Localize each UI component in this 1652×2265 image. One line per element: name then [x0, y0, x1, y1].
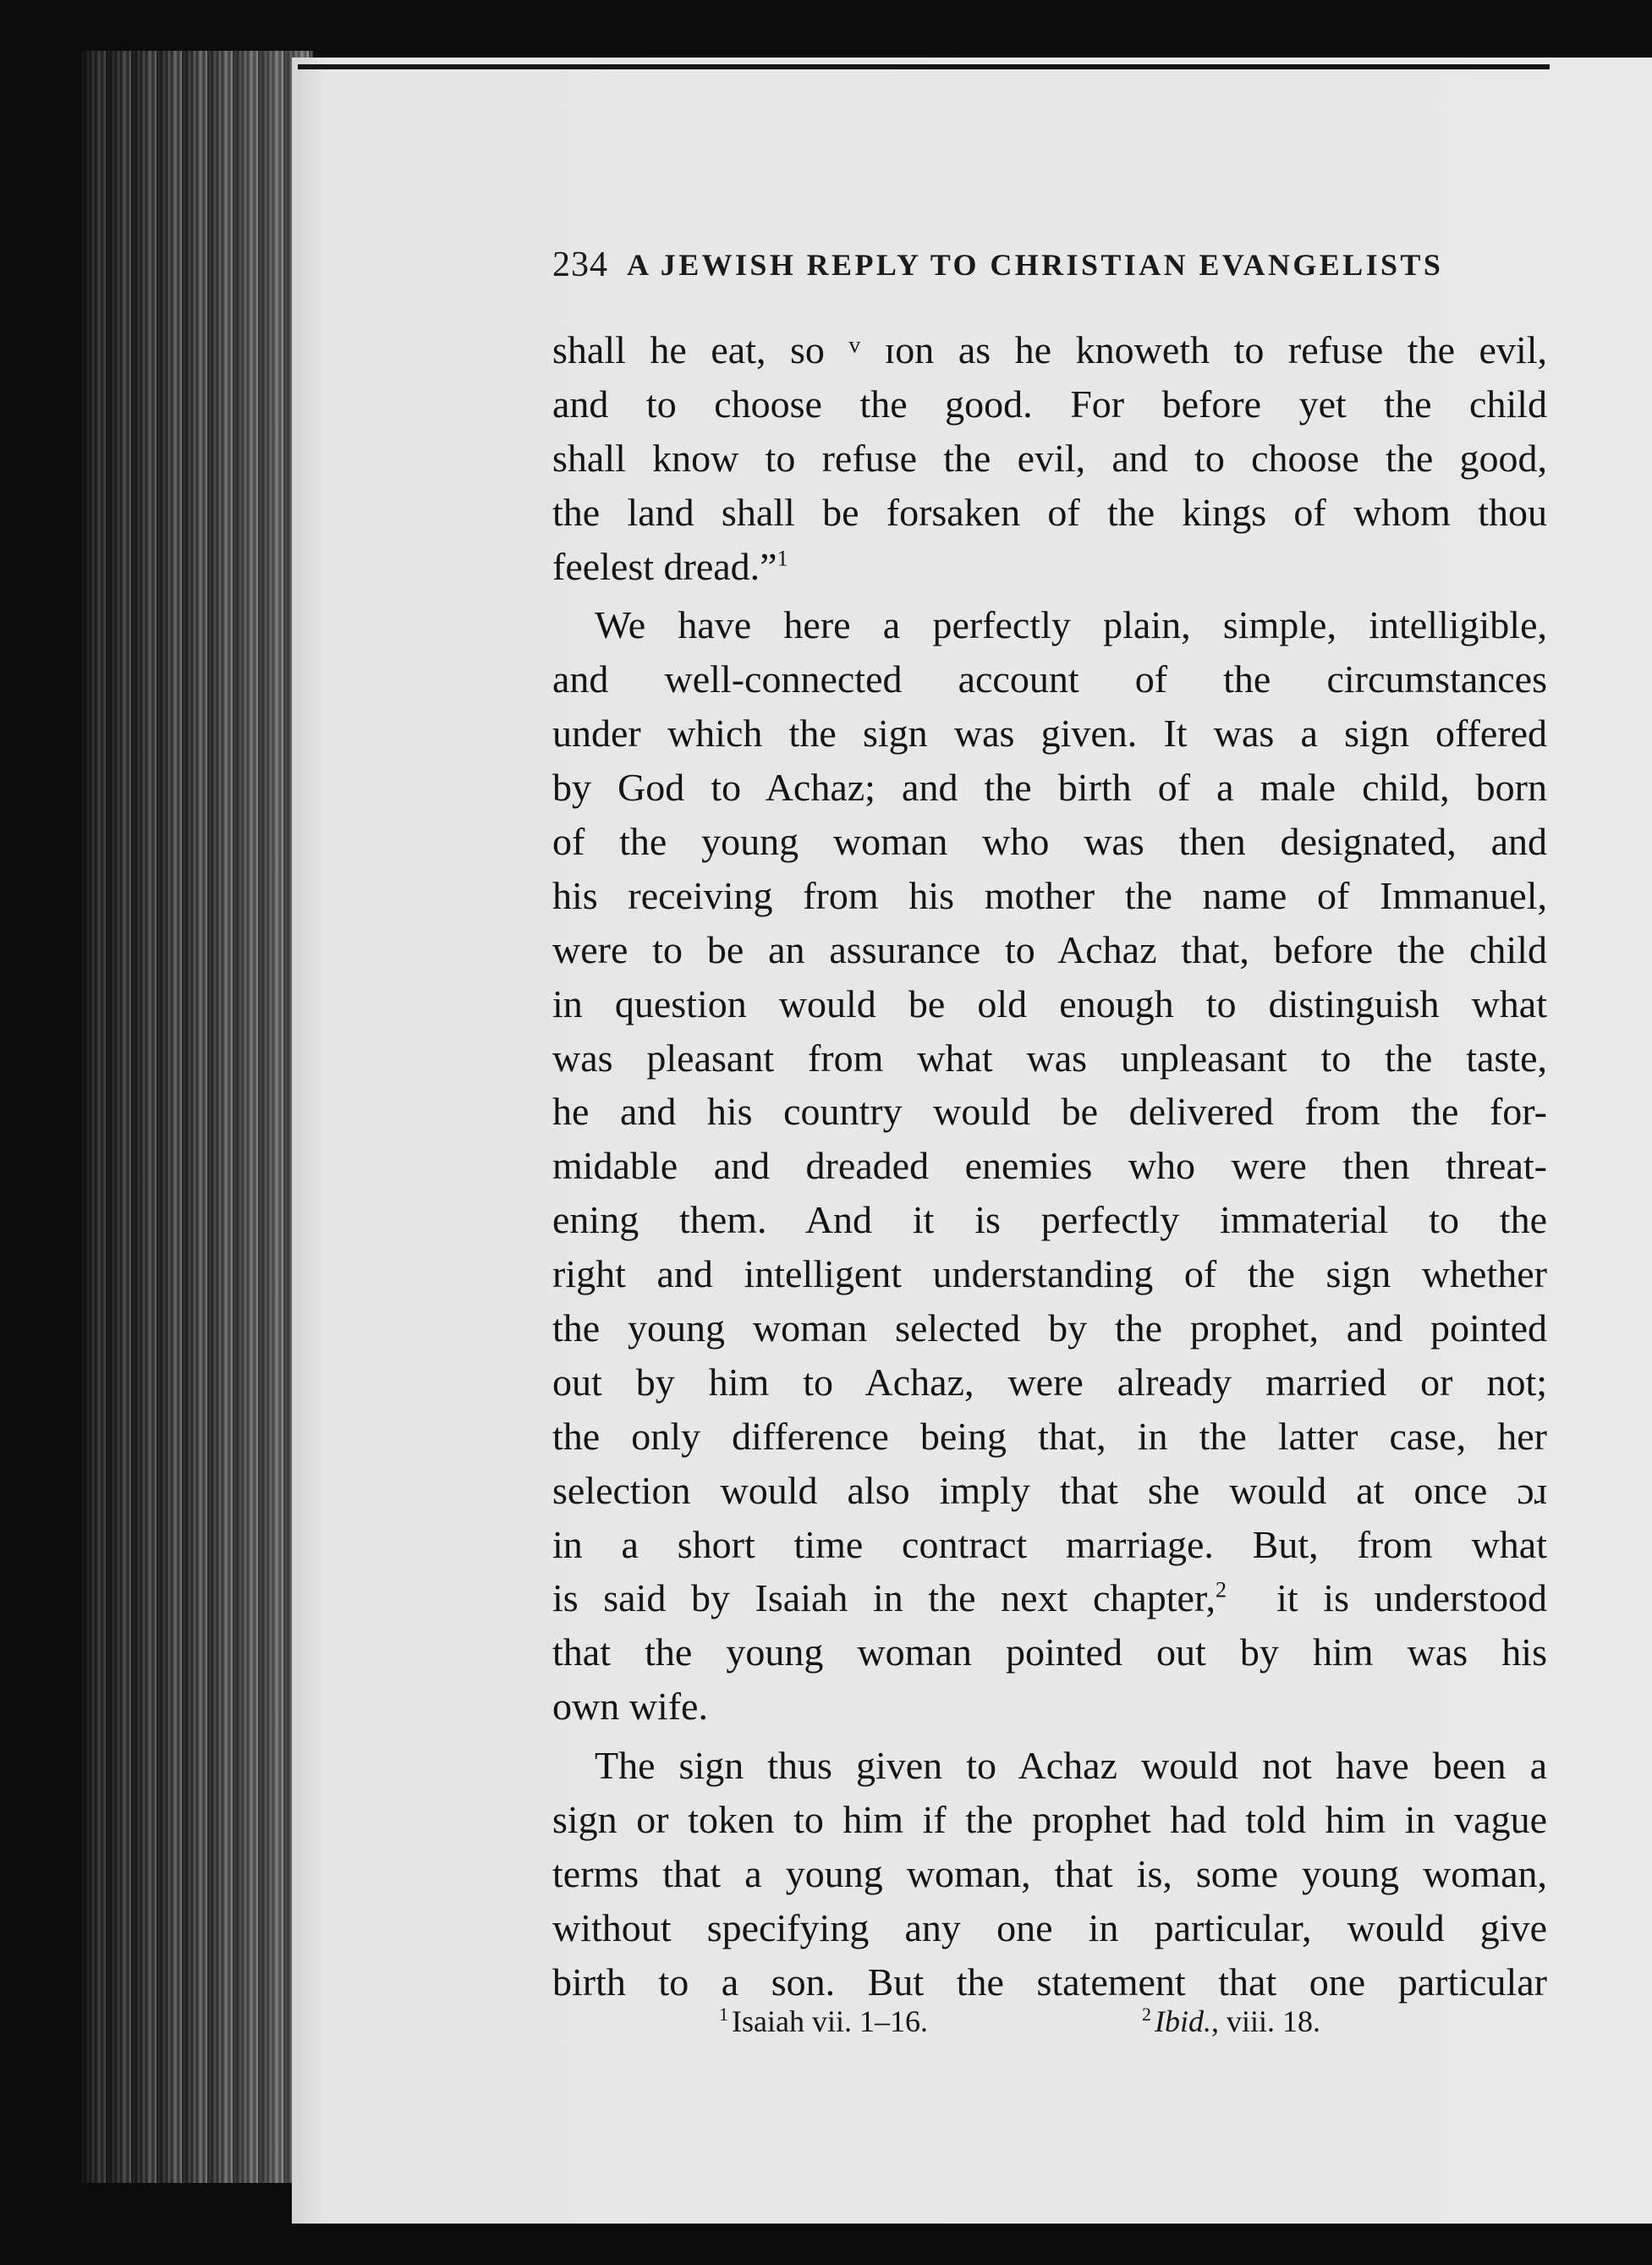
text-line: own wife.	[552, 1685, 708, 1729]
text-line: and well-connected account of the circumstances	[552, 657, 1547, 701]
text-line: the land shall be forsaken of the kings of whom thou	[552, 490, 1547, 534]
text-line: selection would also imply that she would at once ɔɹ	[552, 1468, 1547, 1512]
text-line: out by him to Achaz, were already married or not;	[552, 1360, 1547, 1404]
text-line: that the young woman pointed out by him was his	[552, 1630, 1547, 1674]
text-line: of the young woman who was then designated, and	[552, 820, 1547, 864]
text-line: and to choose the good. For before yet the child	[552, 382, 1547, 426]
page-top-edge	[298, 64, 1550, 69]
footnote-1: $^1$ Isaiah vii. 1–16.	[719, 2004, 928, 2038]
page-number: 234	[552, 245, 608, 284]
text-line: is said by Isaiah in the next chapter,$^2$ it is understood	[552, 1576, 1547, 1620]
text-line: in question would be old enough to distinguish what	[552, 981, 1547, 1025]
running-header	[552, 241, 1550, 289]
text-line: he and his country would be delivered from the for-	[552, 1090, 1547, 1134]
text-line: sign or token to him if the prophet had told him in vague	[552, 1798, 1547, 1842]
text-line: feelest dread.”$^1$	[552, 544, 788, 588]
text-line: was pleasant from what was unpleasant to the taste,	[552, 1036, 1547, 1080]
text-line: the young woman selected by the prophet, and pointed	[552, 1306, 1547, 1350]
running-head-title: A JEWISH REPLY TO CHRISTIAN EVANGELISTS	[627, 248, 1444, 282]
text-line: without specifying any one in particular, would give	[552, 1905, 1547, 1949]
text-line: birth to a son. But the statement that one particular	[552, 1960, 1547, 2004]
text-line: right and intelligent understanding of the sign whether	[552, 1252, 1547, 1296]
text-line: were to be an assurance to Achaz that, before the child	[552, 927, 1547, 971]
body-text	[552, 323, 1547, 2009]
text-line: shall know to refuse the evil, and to choose the good,	[552, 436, 1547, 480]
text-line: under which the sign was given. It was a sign offered	[552, 712, 1547, 756]
text-line: by God to Achaz; and the birth of a male child, born	[552, 766, 1547, 810]
text-line: We have here a perfectly plain, simple, intelligible,	[595, 603, 1547, 647]
text-line: midable and dreaded enemies who were then threat-	[552, 1144, 1547, 1188]
text-line: ening them. And it is perfectly immaterial to the	[552, 1198, 1547, 1242]
footnote-2: $^2$ Ibid., viii. 18.	[1142, 2004, 1321, 2038]
footnotes	[719, 2004, 1480, 2044]
book-page-edges	[80, 51, 313, 2183]
text-line: shall he eat, so ᵛ ɪon as he knoweth to refuse the evil,	[552, 328, 1547, 371]
footnote-ref-2: 2	[1215, 1578, 1227, 1603]
text-line: terms that a young woman, that is, some young woman,	[552, 1851, 1547, 1895]
footnote-ref-1: 1	[777, 546, 788, 571]
text-line: the only difference being that, in the latter case, her	[552, 1414, 1547, 1458]
text-line: his receiving from his mother the name of Immanuel,	[552, 873, 1547, 917]
text-line: in a short time contract marriage. But, from what	[552, 1522, 1547, 1566]
text-line: The sign thus given to Achaz would not have been a	[595, 1744, 1547, 1788]
